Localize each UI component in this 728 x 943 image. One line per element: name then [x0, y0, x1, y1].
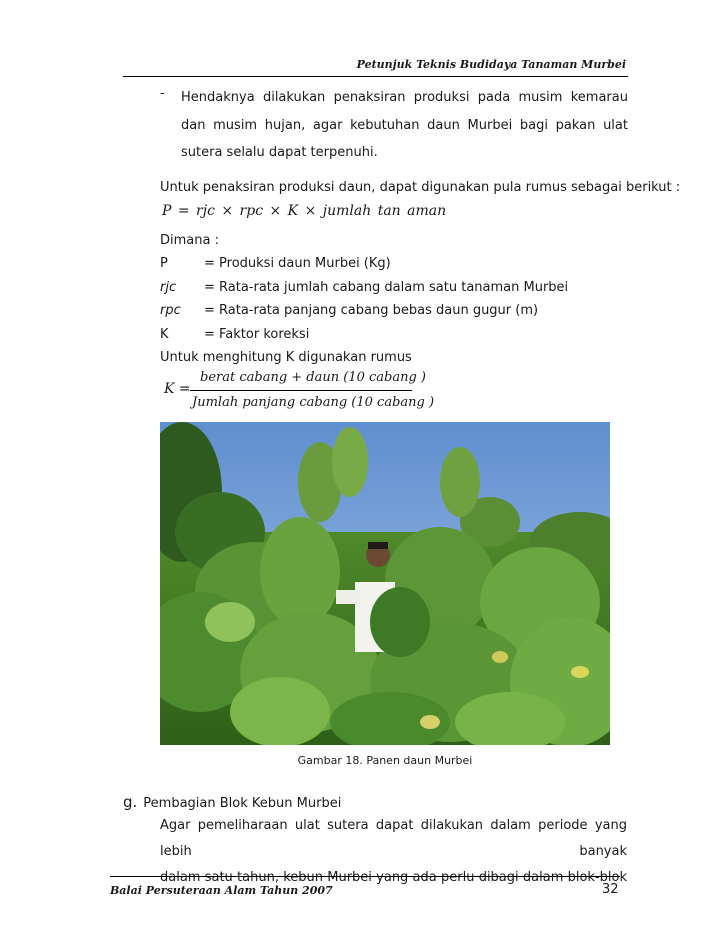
- fraction-bar: [190, 390, 412, 391]
- definition-row: [160, 303, 630, 323]
- section-title: Pembagian Blok Kebun Murbei: [143, 796, 342, 811]
- header-title: Petunjuk Teknis Budidaya Tanaman Murbei: [356, 58, 626, 71]
- definition-text: = Produksi daun Murbei (Kg): [204, 256, 391, 271]
- definition-symbol: P: [160, 256, 168, 271]
- k-intro: Untuk menghitung K digunakan rumus: [160, 350, 412, 365]
- figure-caption: Gambar 18. Panen daun Murbei: [297, 754, 473, 767]
- formula-production: P = rjc × rpc × K × jumlah tan aman: [162, 203, 447, 219]
- section-marker: g.: [123, 793, 138, 811]
- definition-text: = Faktor koreksi: [204, 327, 310, 342]
- section-heading: [123, 793, 341, 811]
- definition-symbol: K: [160, 327, 169, 342]
- definition-text: = Rata-rata jumlah cabang dalam satu tanaman Murbei: [204, 280, 569, 295]
- paragraph-line: Agar pemeliharaan ulat sutera dapat dilakukan dalam periode yang lebih banyak: [160, 818, 627, 859]
- intro-text: Untuk penaksiran produksi daun, dapat digunakan pula rumus sebagai berikut :: [160, 180, 681, 195]
- formula-k-numerator: berat cabang + daun (10 cabang ): [200, 370, 426, 385]
- bullet-marker: -: [160, 86, 165, 101]
- definition-symbol: rpc: [160, 303, 181, 318]
- mulberry-harvest-photo: [160, 422, 610, 745]
- paragraph-line: dalam satu tahun, kebun Murbei yang ada perlu dibagi dalam blok-blok: [160, 870, 627, 885]
- footer-rule: [110, 876, 620, 877]
- page-number: 32: [602, 882, 619, 897]
- definition-text: = Rata-rata panjang cabang bebas daun gugur (m): [204, 303, 539, 318]
- formula-k-lhs: K =: [164, 381, 191, 397]
- definition-row: [160, 280, 630, 300]
- header-rule: [123, 76, 628, 77]
- footer-publisher: Balai Persuteraan Alam Tahun 2007: [110, 884, 333, 897]
- definition-row: [160, 327, 630, 347]
- section-paragraph: [160, 813, 627, 891]
- definition-row: [160, 256, 630, 276]
- formula-k-denominator: Jumlah panjang cabang (10 cabang ): [192, 395, 435, 410]
- bullet-text: Hendaknya dilakukan penaksiran produksi pada musim kemarau dan musim hujan, agar kebutuhan daun Murbei bagi pakan ulat sutera selalu dapat terpenuhi.: [181, 90, 628, 160]
- dimana-label: Dimana :: [160, 233, 219, 248]
- definition-symbol: rjc: [160, 280, 177, 295]
